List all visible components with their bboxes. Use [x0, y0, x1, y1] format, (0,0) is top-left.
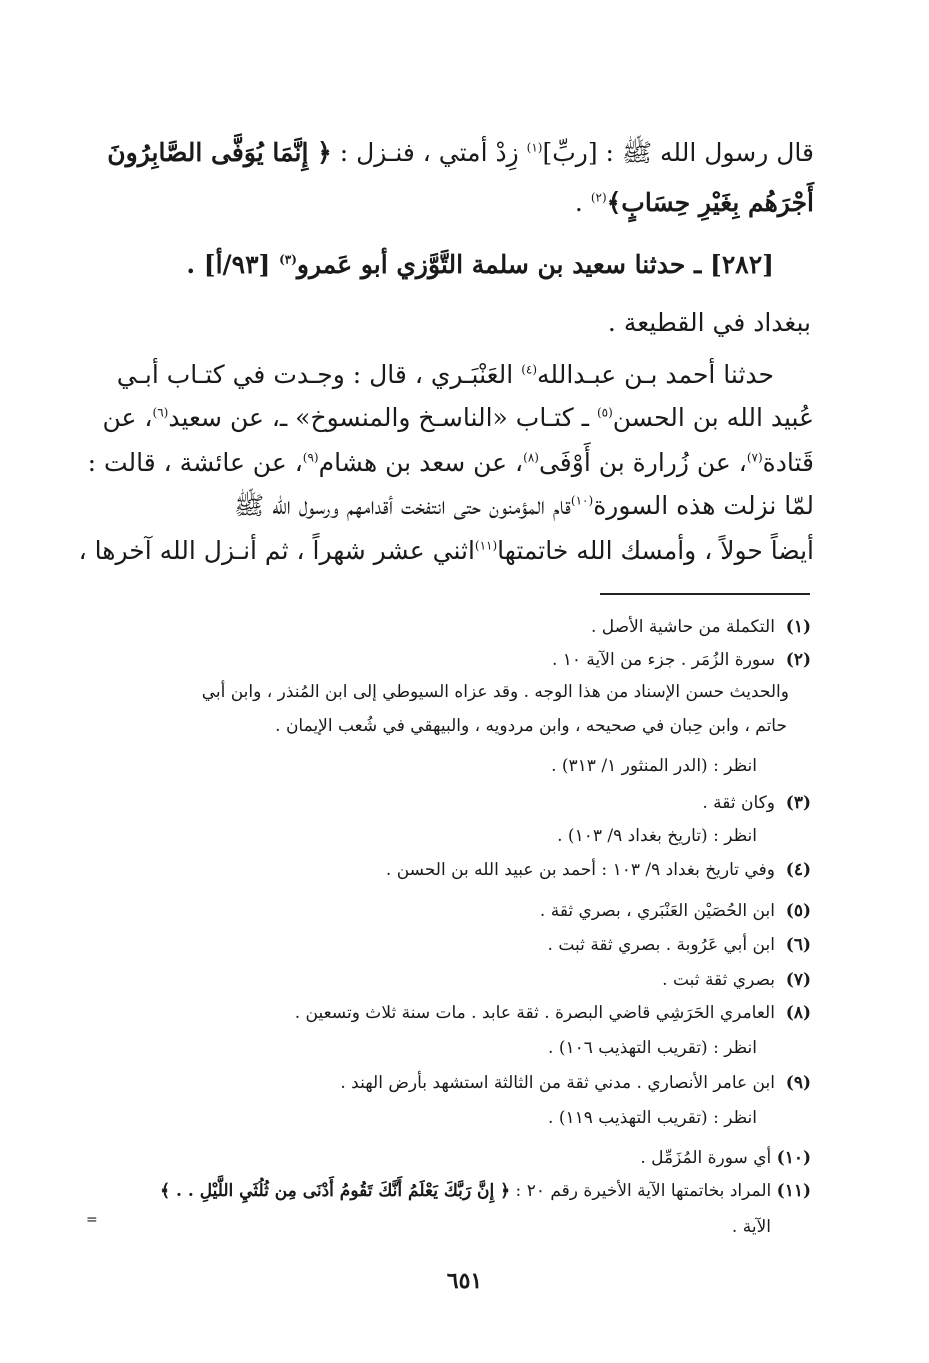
margin-mark: = [86, 1212, 98, 1228]
footnote-ref-9: (٩) [302, 450, 319, 465]
page-number: ٦٥١ [446, 1268, 483, 1294]
footnote-ref-10: (١٠) [570, 493, 594, 508]
footnote-ref-6: (٦) [152, 405, 169, 420]
footnote-9: (٩) ابن عامر الأنصاري . مدني ثقة من الثالثة استشهد بأرض الهند . [340, 1073, 811, 1093]
footnote-separator [600, 593, 810, 595]
quran-quote-end: أَجْرَهُم بِغَيْرِ حِسَابٍ﴾ [606, 188, 814, 217]
footnote-ref-11: (١١) [474, 538, 498, 553]
footnote-ref-3: (٣) [279, 252, 297, 267]
footnote-1: (١) التكملة من حاشية الأصل . [590, 617, 811, 637]
footnote-2-ref: انظر : (الدر المنثور ١/ ٣١٣) . [551, 756, 757, 776]
paragraph-line-2: عُبيد الله بن الحسن$^{(٥)}$ ـ كتـاب «الناسـخ والمنسوخ» ـ، عن سعيد$^{(٦)}$، عن [102, 403, 814, 432]
footnote-ref-1: (١) [526, 140, 543, 155]
footnote-2: (٢) سورة الزُمَر . جزء من الآية ١٠ . [551, 650, 811, 670]
footnote-11: (١١) المراد بخاتمتها الآية الأخيرة رقم ٢٠ : ﴿ إِنَّ رَبَّكَ يَعْلَمُ أَنَّكَ تَقُومُ أَدْنَى مِن ثُلُثَيِ اللَّيْلِ . . ﴾ [160, 1181, 811, 1201]
footnote-4: (٤) وفي تاريخ بغداد ٩/ ١٠٣ : أحمد بن عبيد الله بن الحسن . [385, 860, 811, 880]
footnote-8: (٨) العامري الحَرَشِي قاضي البصرة . ثقة عابد . مات سنة ثلاث وتسعين . [294, 1003, 811, 1023]
quran-quote: ﴿ إِنَّمَا يُوَفَّى الصَّابِرُونَ [107, 138, 332, 167]
footnote-3-ref: انظر : (تاريخ بغداد ٩/ ١٠٣) . [557, 826, 757, 846]
footnote-ref-2: (٢) [590, 190, 607, 205]
footnote-10: (١٠) أي سورة المُزَمِّل . [640, 1148, 811, 1168]
main-line-2: أَجْرَهُم بِغَيْرِ حِسَابٍ﴾$^{(٢)}$ . [574, 188, 814, 217]
footnote-3: (٣) وكان ثقة . [702, 793, 811, 813]
footnote-5: (٥) ابن الحُصَيْن العَنْبَري ، بصري ثقة . [539, 901, 811, 921]
footnote-ref-4: (٤) [521, 362, 538, 377]
footnote-ref-8: (٨) [523, 450, 539, 465]
footnote-2-cont-1: والحديث حسن الإسناد من هذا الوجه . وقد عزاه السيوطي إلى ابن المُنذر ، وابن أبي [201, 682, 789, 702]
paragraph-line-5: أيضاً حولاً ، وأمسك الله خاتمتها$^{(١١)}$اثني عشر شهراً ، ثم أنـزل الله آخرها ، [78, 536, 814, 565]
footnote-6: (٦) ابن أبي عَرُوبة . بصري ثقة ثبت . [547, 935, 811, 955]
footnote-2-cont-2: حاتم ، وابن حِبان في صحيحه ، وابن مردويه ، والبيهقي في شُعب الإيمان . [275, 716, 787, 736]
footnote-ref-5: (٥) [596, 405, 613, 420]
footnote-7: (٧) بصري ثقة ثبت . [662, 970, 811, 990]
footnote-ref-7: (٧) [746, 450, 763, 465]
main-line-1: قال رسول الله ﷺ : [ربِّ]$^{(١)}$ زِدْ أمتي ، فنـزل : ﴿ إِنَّمَا يُوَفَّى الصَّابِرُونَ [107, 138, 814, 167]
quran-quote-footnote: ﴿ إِنَّ رَبَّكَ يَعْلَمُ أَنَّكَ تَقُومُ أَدْنَى مِن ثُلُثَيِ اللَّيْلِ . . ﴾ [160, 1181, 511, 1201]
paragraph-line-1: حدثنا أحمد بـن عبـدالله$^{(٤)}$ العَنْبَـري ، قال : وجـدت في كتـاب أبـي [116, 360, 774, 389]
location-line: ببغداد في القطيعة . [607, 308, 811, 337]
paragraph-line-3: قَتادة$^{(٧)}$، عن زُرارة بن أَوْفَى$^{(٨)}$، عن سعد بن هشام$^{(٩)}$، عن عائشة ، قالت : [87, 448, 814, 477]
footnote-8-ref: انظر : (تقريب التهذيب ١٠٦) . [548, 1038, 757, 1058]
footnote-9-ref: انظر : (تقريب التهذيب ١١٩) . [548, 1108, 757, 1128]
paragraph-line-4: لمّا نزلت هذه السورة$^{(١٠)}$قام المؤمنون حتى انتفخت أقدامهم ورسول الله ﷺ [234, 491, 814, 520]
footnote-11-cont: الآية . [731, 1217, 771, 1237]
hadith-heading: [٢٨٢] ـ حدثنا سعيد بن سلمة التَّوَّزي أبو عَمرو$^{(٣)}$ [٩٣/أ] . [186, 250, 774, 279]
